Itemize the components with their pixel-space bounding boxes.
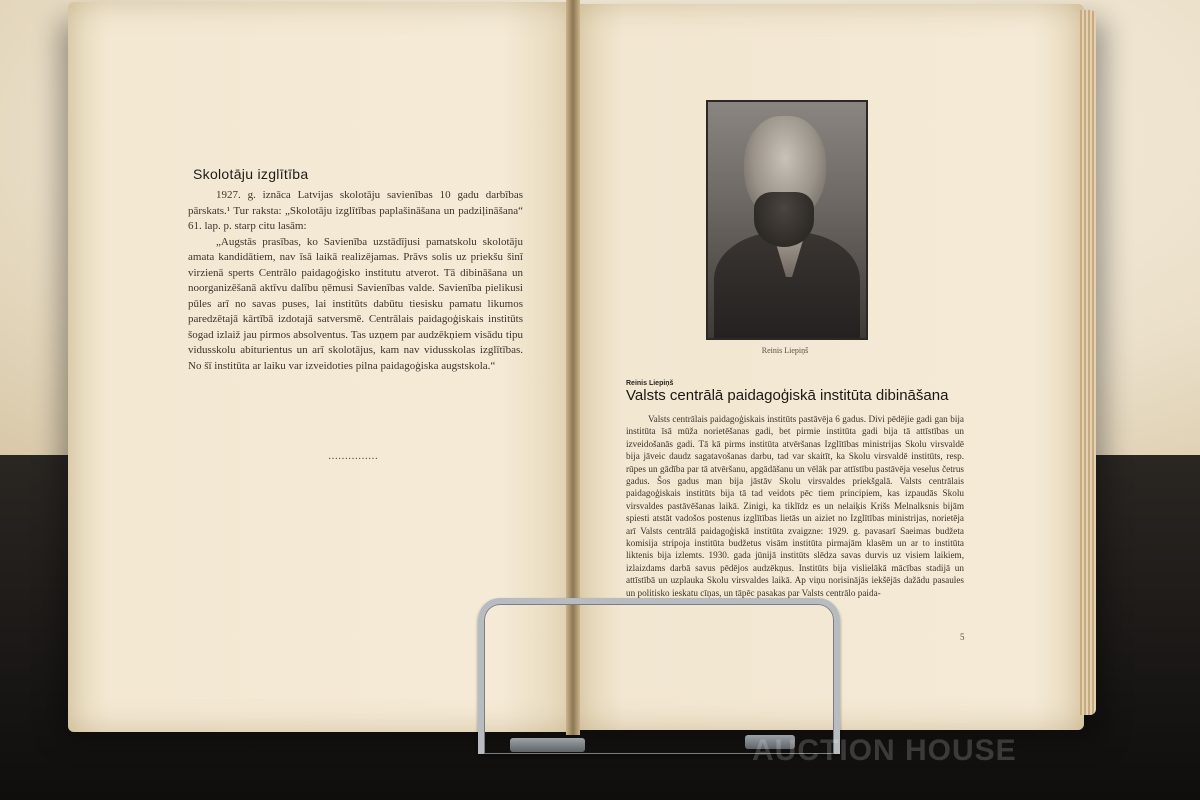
book-stand-wire	[478, 598, 840, 754]
watermark: AUCTION HOUSE	[752, 734, 1017, 767]
left-paragraph-1: 1927. g. iznāca Latvijas skolotāju savienības 10 gadu darbības pārskats.¹ Tur raksta: „Skolotāju izglītības paplašināšana un padziļināšana“ 61. lap. p. starp citu lasām:	[188, 189, 523, 232]
left-paragraph-2: „Augstās prasības, ko Savienība uzstādījusi pamatskolu skolotāju amata kandidātiem, nav īsā laikā realizējamas. Prāvs solis uz priekšu šinī virzienā sperts Centrālo paidagoģisko institutu atverot. Tā dibināšana un noorganizēšanā aktīvu dalību ņēmusi Savienības valde. Savienība pielikusi pūles arī no savas puses, lai institūts dabūtu tiesisku pamatu likumos paredzētajā kārtībā izdotajā satversmē. Centrālais paidagoģiskais institūts šogad izlaiž jau pirmos absolventus. Tas uzņem par audzēkņiem visādu tipu vidusskolu abiturientus un arī skolotājus, kam nav vidusskolas izglītības. No šī institūta ar laiku var izveidoties pilna paidagoģiska augstskola.“	[188, 235, 523, 372]
article-heading: Valsts centrālā paidagoģiskā institūta dibināšana	[626, 387, 949, 404]
article-author: Reinis Liepiņš	[626, 380, 674, 387]
portrait-caption: Reinis Liepiņš	[761, 346, 809, 355]
author-portrait	[706, 100, 868, 340]
page-edges	[1080, 10, 1096, 715]
left-page-heading: Skolotāju izglītība	[193, 166, 309, 182]
book-stand-foot-left	[510, 738, 585, 752]
page-number: 5	[960, 632, 965, 642]
left-page-text	[188, 188, 523, 374]
section-separator: ……………	[328, 451, 378, 462]
portrait-beard	[754, 192, 814, 247]
article-body: Valsts centrālais paidagoģiskais institūts pastāvēja 6 gadus. Divi pēdējie gadi gan bija institūta īsā mūža norietēšanas gadi, bet pirmie institūta gadi bija tā attīstības un izveidošanās gadi. Tā kā pirms institūta atvēršanas Izglītības ministrijas Skolu virsvaldē bija jāveic daudz sagatavošanas darbu, tad var skaitīt, ka Skolu virsvaldē institūts, resp. rūpes un gādība par tā atvēršanu, apgādāšanu un vēlāk par attīstību pastāvēja veselus četrus gadus. Šos gadus man bija jāstāv Skolu virsvaldes priekšgalā. Valsts centrālais paidagoģiskais institūts bija tā tad veidots pēc tiem principiem, kas izpaudās Skolu virsvaldes pastāvēšanas laikā. Zinigi, ka tiklīdz es un nelaiķis Krišs Melnalksnis bijām spiesti atstāt vadošos postenus izglītības lietās un aiziet no Izglītības ministrijas, norietēja arī Valsts centrālā paidagoģiskā institūta zvaigzne: 1929. g. pavasarī Saeimas budžeta komisija stripoja institūta budžetus visām institūta pirmajām klasēm un ar to institūta liktenis bija izlemts. 1930. gada jūnijā institūts slēdza savas durvis uz visiem laikiem, izlaizdams darbā savus pēdējos audzēkņus. Institūts bija vislielākā mācības stadijā un attīstībā un uzplauka Skolu virsvaldes laikā. Ap viņu norisinājās iekšējās dažādu pasaules un politisko ieskatu cīņas, un tāpēc pasakas par Valsts centrālo paida-	[626, 414, 964, 598]
